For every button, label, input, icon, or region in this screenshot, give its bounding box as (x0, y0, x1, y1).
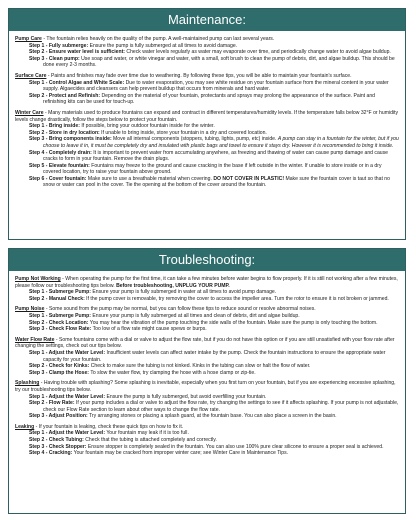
pump-care-step-2: Step 2 - Ensure water level is sufficient: Check water levels regularly as water may evaporate over time, and periodically change water to avoid algae buildup. (29, 49, 391, 56)
troubleshooting-section (8, 248, 406, 514)
winter-care-heading: Winter Care (15, 109, 44, 116)
water-flow-rate-step-3: Step 3 - Clamp the Hose: To slow the water flow, try clamping the hose with a hose clamp or zip-tie. (29, 369, 256, 376)
splashing-block: Splashing - Having trouble with splashing? Some splashing is inevitable, especially when you first turn on your fountain, but if you are experiencing excessive splashing, try our troubleshooting tips below. Step 1 - Adjust the Water Level: Ensure the pump is fully submerged, but avoid overfilling your fountain. Step 2 - Flow Rate: If your pump includes a dial or valve to adjust the flow rate, try changing the settings to see if it affects splashing. If your pump is not adjustable, check our Flow Rate section to learn about other ways to change the flow rate. Step 3 - Adjust Position: Try arranging stones or placing a splash guard, at the fountain base. You can also place a screen in the basin. (15, 380, 399, 420)
winter-care-step-6: Step 6 - Cover fountain: Make sure to use a breathable material when covering. DO NOT COVER IN PLASTIC! Make sure the fountain cover is taut so that no snow or water can pool in the cover. Tie the opening at the bottom of the cover around the fountain. (29, 175, 390, 189)
surface-care-heading: Surface Care (15, 72, 47, 79)
leaking-step-1: Step 1 - Adjust the Water Level: Your fountain may leak if it is too full. (29, 430, 189, 437)
maintenance-title: Maintenance: (9, 9, 405, 33)
splashing-heading: Splashing (15, 380, 40, 387)
water-flow-rate-block: Water Flow Rate - Some fountains come with a dial or valve to adjust the flow rate, but if you do not have this option or if you are still unsatisfied with your flow rate after changing the settings, check out our tips below. Step 1 - Adjust the Water Level: Insufficient water levels can affect water intake by the pump. Check the fountain instructions to ensure the appropriate water capacity for your fountain. Step 2 - Check for Kinks: Check to make sure the tubing is not kinked. Kinks in the tubing can slow or halt the flow of water. Step 3 - Clamp the Hose: To slow the water flow, try clamping the hose with a hose clamp or zip-tie. (15, 337, 399, 377)
pump-noise-block: Pump Noise - Some sound from the pump may be normal, but you can follow these tips to reduce sound or resolve abnormal noises. Step 1 - Submerge Pump: Ensure your pump is fully submerged at all times and clean of debris, dirt and algae buildup. Step 2 - Check Location: You may hear the vibration of the pump touching the side walls of the fountain. Make sure the pump is only touching the bottom. Step 3 - Check Flow Rate: Too low of a flow rate might cause spews or burps. (15, 306, 399, 332)
pump-noise-step-3: Step 3 - Check Flow Rate: Too low of a flow rate might cause spews or burps. (29, 326, 207, 333)
pump-care-intro: - The fountain relies heavily on the quality of the pump. A well-maintained pump can last several years. (41, 36, 275, 42)
winter-care-step-5: Step 5 - Elevate fountain: Fountains may freeze to the ground and cause cracking in the base if left outside in the winter. If unable to store inside or in a dry covered location, try to raise your fountain above ground. (29, 162, 382, 176)
splashing-step-1: Step 1 - Adjust the Water Level: Ensure the pump is fully submerged, but avoid overfilling your fountain. (29, 393, 267, 400)
pump-not-working-step-2: Step 2 - Manual Check: If the pump cover is removable, try removing the cover to access the impeller area. Turn the rotor to ensure it is not broken or jammed. (29, 295, 389, 302)
winter-care-step-1: Step 1 - Bring inside: If possible, bring your outdoor fountain inside for the winter. (29, 123, 215, 130)
surface-care-block (15, 73, 399, 106)
leaking-block: Leaking - If your fountain is leaking, check these quick tips on how to fix it. Step 1 - Adjust the Water Level: Your fountain may leak if it is too full. Step 2 - Check Tubing: Check that the tubing is attached completely and correctly. Step 3 - Check Stopper: Ensure stopper is completely sealed in the fountain. You can also use 100% pure clear silicone to ensure a proper seal is achieved. Step 4 - Cracking: Your fountain may be cracked from improper winter care; see Winter Care in Maintenance Tips. (15, 424, 399, 457)
pump-care-heading: Pump Care (15, 36, 42, 42)
pump-not-working-heading: Pump Not Working (15, 276, 61, 282)
leaking-heading: Leaking (15, 423, 35, 430)
water-flow-rate-step-1: Step 1 - Adjust the Water Level: Insufficient water levels can affect water intake by the pump. Check the fountain instructions to ensure the appropriate water capacity for your fountain. (29, 349, 386, 363)
winter-care-step-3: Step 3 - Bring components inside: Move all internal components (stoppers, tubing, lights, pump, etc) inside. A pump can stay in a fountain for the winter, but if you choose to leave it in, it must be completely dry and insulated with plastic bags and towel to ensure it stays dry. However it is recommended to bring it inside. (29, 136, 399, 149)
splashing-step-3: Step 3 - Adjust Position: Try arranging stones or placing a splash guard, at the fountain base. You can also place a screen in the basin. (29, 413, 337, 420)
water-flow-rate-step-2: Step 2 - Check for Kinks: Check to make sure the tubing is not kinked. Kinks in the tubing can slow or halt the flow of water. (29, 363, 311, 370)
winter-care-step-4: Step 4 - Completely drain: It is important to prevent water from accumulating anywhere, as freezing and thawing of water can cause pump damage and cause cracks to form in your fountain. Remove the drain plugs. (29, 149, 389, 163)
pump-noise-step-2: Step 2 - Check Location: You may hear the vibration of the pump touching the side walls of the fountain. Make sure the pump is only touching the bottom. (29, 319, 378, 326)
leaking-step-2: Step 2 - Check Tubing: Check that the tubing is attached completely and correctly. (29, 437, 217, 444)
winter-care-step-2: Step 2 - Store in dry location: If unable to bring inside, store your fountain in a dry and covered location. (29, 129, 267, 136)
surface-care-intro: - Paints and finishes may fade over time due to weathering. By following these tips, you will be able to maintain your fountain's surface. (46, 72, 352, 79)
leaking-step-3: Step 3 - Check Stopper: Ensure stopper is completely sealed in the fountain. You can also use 100% pure clear silicone to ensure a proper seal is achieved. (29, 443, 384, 450)
pump-care-block (15, 36, 399, 69)
pump-noise-step-1: Step 1 - Submerge Pump: Ensure your pump is fully submerged at all times and clean of debris, dirt and algae buildup. (29, 312, 300, 319)
splashing-step-2: Step 2 - Flow Rate: If your pump includes a dial or valve to adjust the flow rate, try changing the settings to see if it affects splashing. If your pump is not adjustable, check our Flow Rate section to learn about other ways to change the flow rate. (29, 400, 399, 413)
leaking-step-4: Step 4 - Cracking: Your fountain may be cracked from improper winter care; see Winter Care in Maintenance Tips. (29, 450, 289, 457)
pump-noise-heading: Pump Noise (15, 306, 45, 313)
pump-not-working-block: Pump Not Working - When operating the pump for the first time, it can take a few minutes before water begins to flow properly. If it is still not working after a few minutes, please follow our troubleshooting tips below. Before troubleshooting, UNPLUG YOUR PUMP. Step 1 - Submerge Pump: Ensure your pump is fully submerged in water at all times to avoid pump damage. Step 2 - Manual Check: If the pump cover is removable, try removing the cover to access the impeller area. Turn the rotor to ensure it is not broken or jammed. (15, 276, 398, 302)
winter-care-block (15, 110, 399, 189)
surface-care-step-1: Step 1 - Control Algae and White Scale: Due to water evaporation, you may see white residue on your fountain surface from the mineral content in your water supply. Algaecides and cleansers can help prevent buildup that occurs from minerals and hard water. (29, 79, 389, 93)
surface-care-step-2: Step 2 - Protect and Refinish: Depending on the material of your fountain, protectants and sprays may prolong the appearance of the surface. Paint and refinishing kits can be used for touch-up. (29, 92, 375, 106)
pump-not-working-step-1: Step 1 - Submerge Pump: Ensure your pump is fully submerged in water at all times to avoid pump damage. (29, 289, 277, 296)
pump-care-step-3: Step 3 - Clean pump: Use soap and water, or white vinegar and water, with a small, soft brush to clean the pump of debris, dirt, and algae buildup. This should be done every 2-3 months. (29, 55, 395, 69)
winter-care-intro: - Many materials used to produce fountains can expand and contract in different temperatures/humidity levels. If the temperature falls below 32°F or humidity levels change drastically, follow the steps below to protect your fountain. (15, 109, 398, 123)
water-flow-rate-heading: Water Flow Rate (15, 336, 55, 343)
troubleshooting-title: Troubleshooting: (9, 249, 405, 273)
pump-care-step-1: Step 1 - Fully submerge: Ensure the pump is fully submerged at all times to avoid damage. (29, 42, 238, 49)
maintenance-section (8, 8, 406, 240)
